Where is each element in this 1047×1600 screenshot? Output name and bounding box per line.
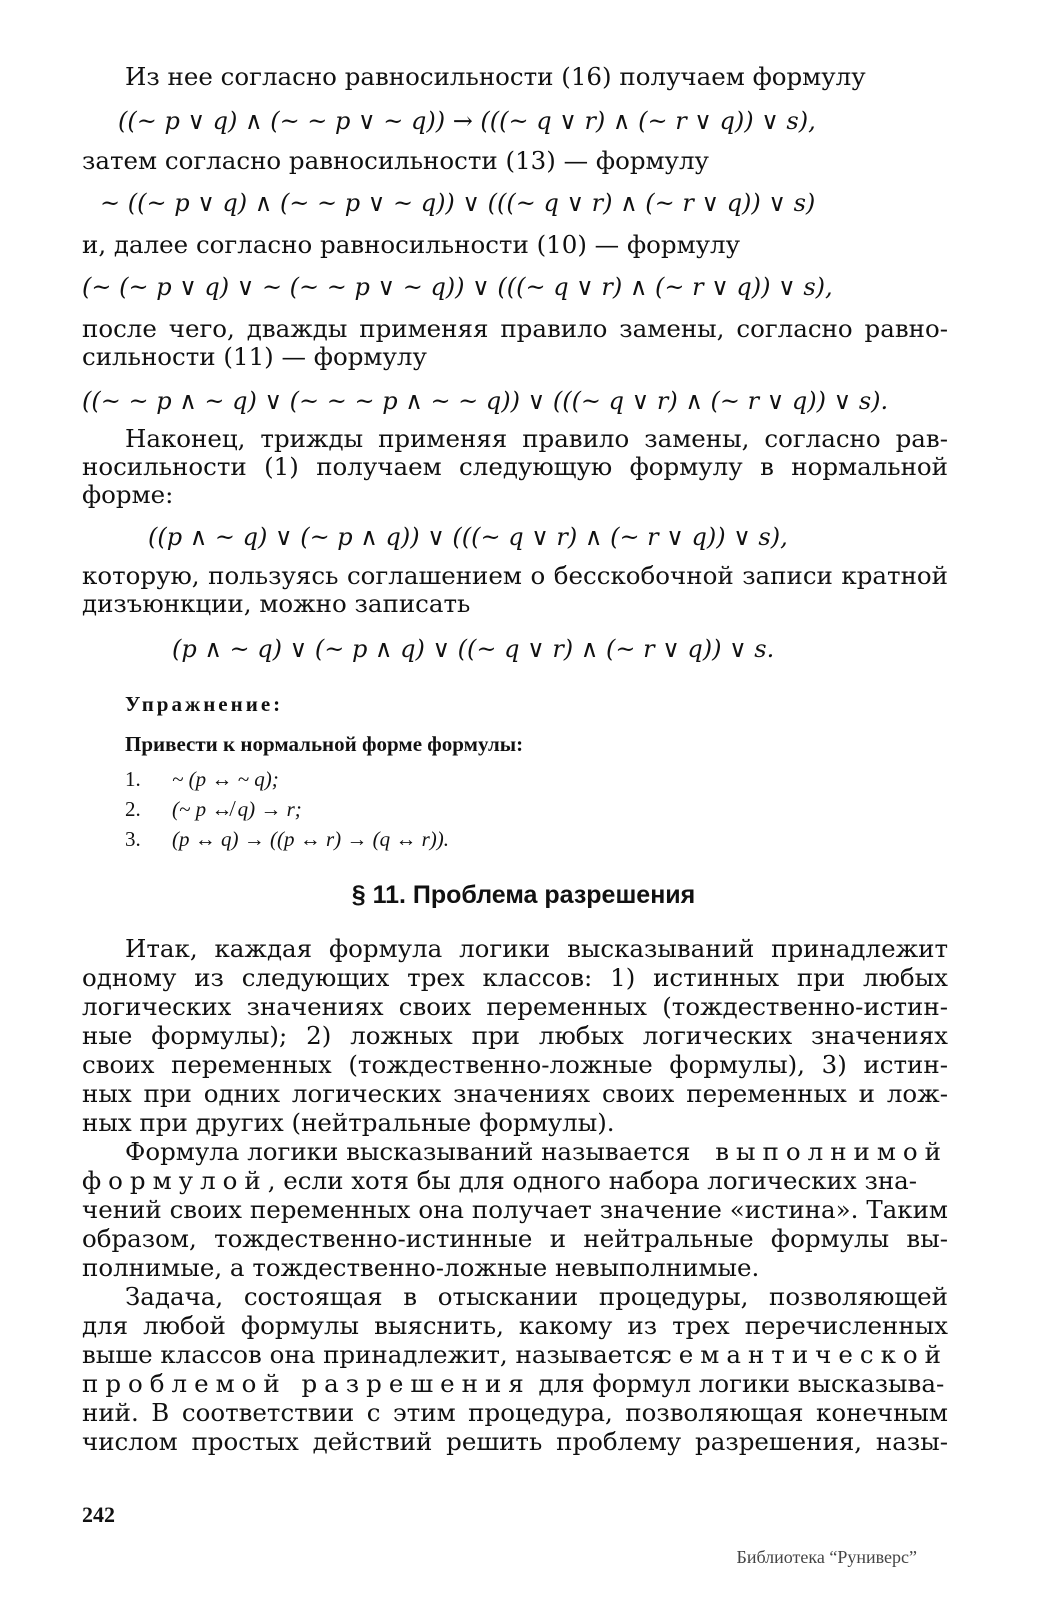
body-line: своих переменных (тождественно-ложные формулы), 3) истин- <box>82 1050 948 1079</box>
spaced-term: семантической <box>658 1340 948 1369</box>
text-line: после чего, дважды применяя правило замены, согласно равно- <box>82 314 948 343</box>
body-text: Формула логики высказываний называется <box>125 1137 691 1166</box>
text-line: Наконец, трижды применяя правило замены, согласно рав- <box>125 424 948 453</box>
body-line: числом простых действий решить проблему разрешения, назы- <box>82 1427 948 1456</box>
exercise-item-number: 1. <box>125 767 141 791</box>
formula-line: ((~ ~ p ∧ ~ q) ∨ (~ ~ ~ p ∧ ~ ~ q)) ∨ (((~ q ∨ r) ∧ (~ r ∨ q)) ∨ s). <box>82 387 889 415</box>
body-line: для любой формулы выяснить, какому из трех перечисленных <box>82 1311 948 1340</box>
body-line: Задача, состоящая в отыскании процедуры, позволяющей <box>125 1282 948 1311</box>
body-line <box>82 1340 948 1370</box>
body-line: ных при других (нейтральные формулы). <box>82 1108 615 1137</box>
body-line: ных при одних логических значениях своих переменных и лож- <box>82 1079 948 1108</box>
text-line: форме: <box>82 480 174 509</box>
library-watermark: Библиотека “Руниверс” <box>736 1547 917 1567</box>
exercise-item-number: 2. <box>125 797 141 821</box>
body-line: полнимые, а тождественно-ложные невыполнимые. <box>82 1253 760 1282</box>
spaced-term: формулой <box>82 1166 268 1195</box>
text-line: сильности (11) — формулу <box>82 342 427 371</box>
formula-line: (p ∧ ~ q) ∨ (~ p ∧ q) ∨ ((~ q ∨ r) ∧ (~ r ∨ q)) ∨ s. <box>172 635 775 663</box>
spaced-term: проблемой разрешения <box>82 1369 531 1398</box>
text-line: затем согласно равносильности (13) — формулу <box>82 146 709 175</box>
formula-line: ((p ∧ ~ q) ∨ (~ p ∧ q)) ∨ (((~ q ∨ r) ∧ (~ r ∨ q)) ∨ s), <box>148 523 788 551</box>
body-line <box>125 1137 948 1167</box>
page-number: 242 <box>82 1502 115 1527</box>
body-text: , если хотя бы для одного набора логических зна- <box>267 1166 918 1195</box>
body-line <box>82 1369 948 1399</box>
text-line: Из нее согласно равносильности (16) получаем формулу <box>125 62 866 91</box>
body-line <box>82 1166 948 1196</box>
exercise-intro: Привести к нормальной форме формулы: <box>125 732 524 756</box>
text-line: дизъюнкции, можно записать <box>82 589 471 618</box>
spaced-term: выполнимой <box>715 1137 948 1166</box>
exercise-item-formula: (~ p ↮ q) → r; <box>172 797 302 821</box>
exercise-item-formula: (p ↔ q) → ((p ↔ r) → (q ↔ r)). <box>172 827 450 851</box>
formula-line: (~ (~ p ∨ q) ∨ ~ (~ ~ p ∨ ~ q)) ∨ (((~ q ∨ r) ∧ (~ r ∨ q)) ∨ s), <box>82 273 833 301</box>
text-line: носильности (1) получаем следующую формулу в нормальной <box>82 452 948 481</box>
body-line: чений своих переменных она получает значение «истина». Таким <box>82 1195 948 1224</box>
text-line: и, далее согласно равносильности (10) — формулу <box>82 230 741 259</box>
body-line: Итак, каждая формула логики высказываний принадлежит <box>125 934 948 963</box>
text-line: которую, пользуясь соглашением о бесскобочной записи кратной <box>82 561 948 590</box>
exercise-item-number: 3. <box>125 827 141 851</box>
formula-line: ~ ((~ p ∨ q) ∧ (~ ~ p ∨ ~ q)) ∨ (((~ q ∨ r) ∧ (~ r ∨ q)) ∨ s) <box>100 189 816 217</box>
exercise-heading: Упражнение: <box>125 692 284 716</box>
body-line: ний. В соответствии с этим процедура, позволяющая конечным <box>82 1398 948 1427</box>
body-text: для формул логики высказыва- <box>530 1369 945 1398</box>
formula-line: ((~ p ∨ q) ∧ (~ ~ p ∨ ~ q)) → (((~ q ∨ r) ∧ (~ r ∨ q)) ∨ s), <box>118 107 816 135</box>
section-title: § 11. Проблема разрешения <box>351 881 696 909</box>
body-text: выше классов она принадлежит, называется <box>82 1340 665 1369</box>
body-line: образом, тождественно-истинные и нейтральные формулы вы- <box>82 1224 948 1253</box>
body-line: логических значениях своих переменных (тождественно-истин- <box>82 992 948 1021</box>
body-line: ные формулы); 2) ложных при любых логических значениях <box>82 1021 948 1050</box>
exercise-item-formula: ~ (p ↔ ~ q); <box>172 767 279 791</box>
body-line: одному из следующих трех классов: 1) истинных при любых <box>82 963 948 992</box>
